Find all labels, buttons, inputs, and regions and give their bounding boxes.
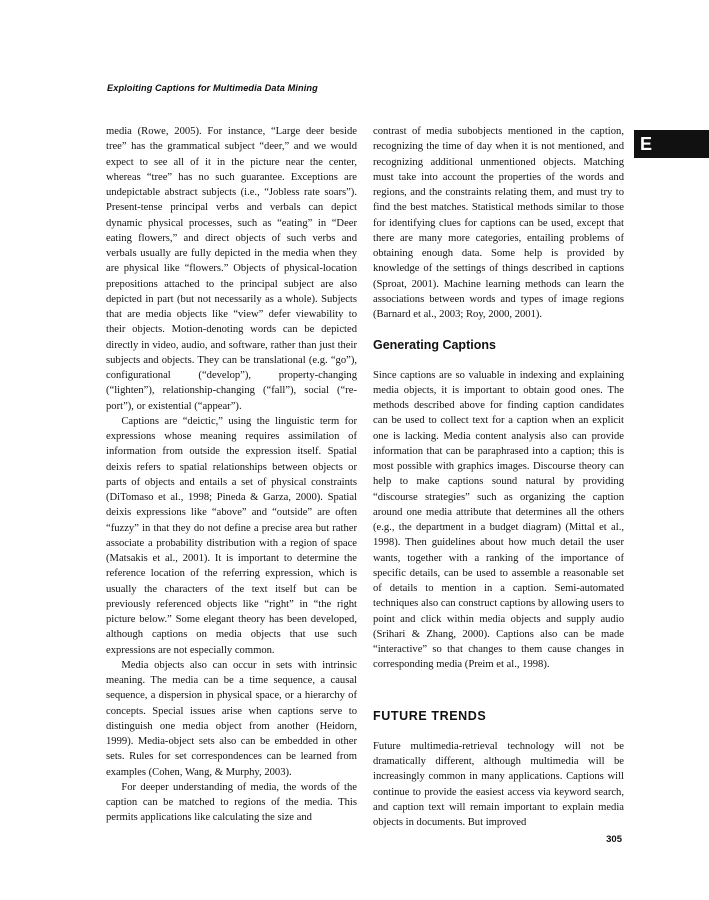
body-paragraph: For deeper understanding of media, the words of the caption can be matched to regions of the media. This permits applications like calculating the size and xyxy=(106,781,357,824)
body-paragraph: Since captions are so valuable in indexing and explaining media objects, it is important to obtain good ones. The methods described above for finding caption candidates can be used to collect text for a caption when an explicit one is lacking. Media content analysis also can provide information that can be paraphrased into a caption; this is most possible with graphics images. Discourse theory can help to make captions sound natural by providing “discourse strategies” such as organizing the caption around one media attribute that determines all the others (e.g., the department in a budget diagram) (Mittal et al., 1998). Then guidelines about how much detail the user wants, together with a ranking of the importance of specific details, can be used to assemble a reasonable set of details to mention in a caption. Semi-automated techniques also can construct captions by allowing users to point and click within media objects and supply audio (Srihari & Zhang, 2000). Captions also can be made “interactive” so that changes to them cause changes in corresponding media (Preim et al., 1998). xyxy=(373,369,624,671)
body-paragraph: Media objects also can occur in sets with intrinsic meaning. The media can be a time sequence, a causal sequence, a dispersion in physical space, or a hierarchy of concepts. Special issues arise when captions serve to distinguish one media object from another (Heidorn, 1999). Media-object sets also can be embedded in other sets. Rules for set correspondences can be learned from examples (Cohen, Wang, & Murphy, 2003). xyxy=(106,659,357,778)
body-paragraph: contrast of media subobjects mentioned in the caption, recognizing the time of day when it is not mentioned, and recognizing additional unmentioned objects. Matching must take into account the properties of the words and regions, and the constraints relating them, and must try to find the best matches. Statistical methods similar to those for identifying clues for captions can be used, except that there are many more categories, entailing problems of obtaining enough data. Some help is provided by knowledge of the settings of things described in captions (Sproat, 2001). Machine learning methods can learn the associations between words and types of image regions (Barnard et al., 2003; Roy, 2000, 2001). xyxy=(373,126,624,320)
page-number: 305 xyxy=(606,834,622,845)
section-heading-future-trends: FUTURE TRENDS xyxy=(373,708,487,723)
body-paragraph: Captions are “deictic,” using the linguistic term for expressions whose meaning requires assimilation of information from outside the expression itself. Spatial deixis refers to spatial relationships between objects or parts of objects and entails a set of physical constraints (DiTomaso et al., 1998; Pineda & Garza, 2000). Spatial deixis expressions like “above” and “outside” are often “fuzzy” in that they do not define a precise area but rather associate a probability distribution with a region of space (Matsakis et al., 2001). It is important to determine the reference location of the referring expression, which is usually the characters of the text itself but can be previously referenced objects like “right” in “the right picture below.” Some elegant theory has been developed, although captions on media objects that use such expressions are not especially common. xyxy=(106,415,357,656)
body-paragraph: media (Rowe, 2005). For instance, “Large deer beside tree” has the grammatical subject “deer,” and we would expect to see all of it in the picture near the center, whereas “tree” has no such guarantee. Exceptions are undepictable abstract subjects (i.e., “Jobless rate soars”). Present-tense principal verbs and verbals can depict dynamic physical processes, such as “eating” in “Deer eating flowers,” and direct objects of such verbs and verbals usually are fully depicted in the media when they are physical like “flowers.” Objects of physical-location prepositions attached to the principal subject are also depicted in part (but not necessarily as a whole). Subjects that are media objects like “view” defer viewability to their objects. Motion-denoting words can be depicted directly in video, audio, and software, rather than just their subjects and objects. They can be translational (e.g. “go”), configurational (“develop”), property-changing (“lighten”), relationship-changing (“fall”), social (“report”), or existential (“appear”). xyxy=(106,126,357,412)
left-column xyxy=(106,124,357,826)
running-head: Exploiting Captions for Multimedia Data Mining xyxy=(107,83,318,93)
section-thumb-tab: E xyxy=(634,130,709,158)
right-column xyxy=(373,124,624,830)
body-paragraph: Future multimedia-retrieval technology will not be dramatically different, although multimedia will be increasingly common in many applications. Captions will continue to provide the easiest access via keyword search, and caption text will remain important to explain media objects in documents. But improved xyxy=(373,740,624,828)
section-heading-generating-captions: Generating Captions xyxy=(373,338,496,353)
